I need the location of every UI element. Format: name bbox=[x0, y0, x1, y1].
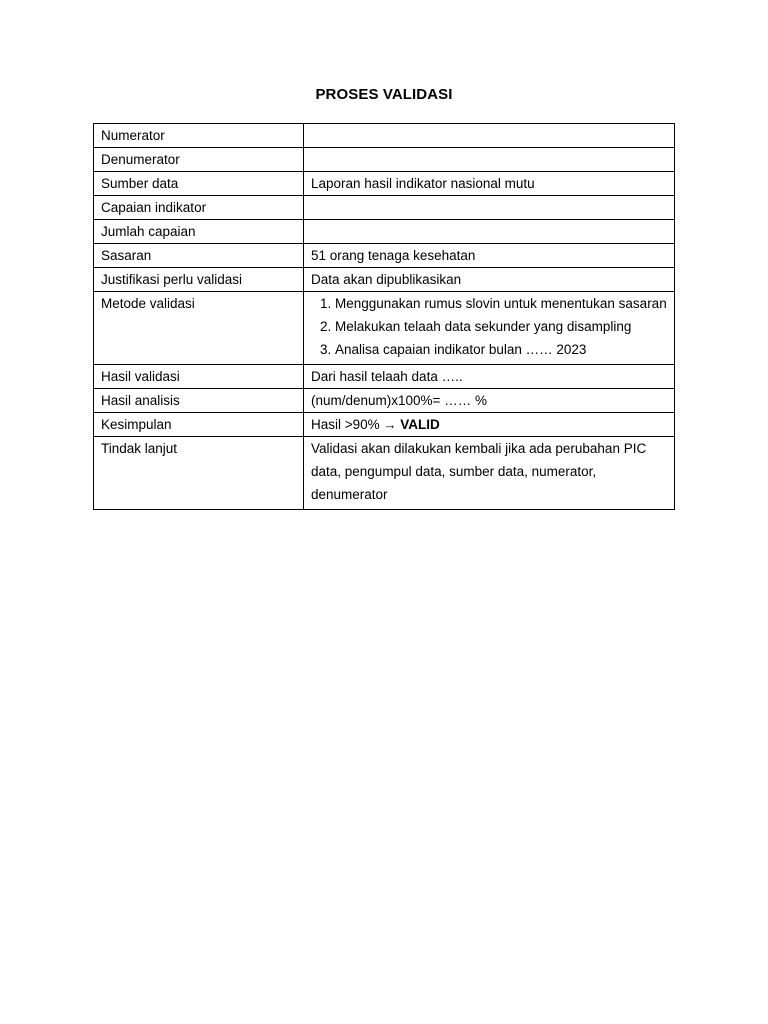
row-label: Hasil validasi bbox=[94, 365, 304, 389]
method-list bbox=[311, 292, 667, 361]
row-label: Denumerator bbox=[94, 148, 304, 172]
row-value: (num/denum)x100%= …… % bbox=[304, 389, 675, 413]
row-value bbox=[304, 292, 675, 365]
list-item: 3. Analisa capaian indikator bulan …… 2023 bbox=[335, 338, 667, 361]
row-value bbox=[304, 220, 675, 244]
row-label: Jumlah capaian bbox=[94, 220, 304, 244]
row-value bbox=[304, 148, 675, 172]
table-row bbox=[94, 148, 675, 172]
page-title: PROSES VALIDASI bbox=[315, 86, 453, 103]
row-value: Validasi akan dilakukan kembali jika ada perubahan PIC data, pengumpul data, sumber data, numerator, denumerator bbox=[304, 437, 675, 510]
table-row bbox=[94, 292, 675, 365]
list-item: 1. Menggunakan rumus slovin untuk menentukan sasaran bbox=[335, 292, 667, 315]
table-row bbox=[94, 389, 675, 413]
row-label: Kesimpulan bbox=[94, 413, 304, 437]
row-label: Metode validasi bbox=[94, 292, 304, 365]
row-label: Sumber data bbox=[94, 172, 304, 196]
table-row bbox=[94, 413, 675, 437]
row-label: Hasil analisis bbox=[94, 389, 304, 413]
row-value: Data akan dipublikasikan bbox=[304, 268, 675, 292]
table-row bbox=[94, 268, 675, 292]
row-value: Dari hasil telaah data ….. bbox=[304, 365, 675, 389]
row-value bbox=[304, 196, 675, 220]
row-label: Sasaran bbox=[94, 244, 304, 268]
row-label: Capaian indikator bbox=[94, 196, 304, 220]
validation-table bbox=[93, 123, 675, 510]
conclusion-result: VALID bbox=[400, 417, 440, 432]
row-value bbox=[304, 413, 675, 437]
table-row bbox=[94, 244, 675, 268]
table-row bbox=[94, 437, 675, 510]
row-value: 51 orang tenaga kesehatan bbox=[304, 244, 675, 268]
table-row bbox=[94, 172, 675, 196]
arrow-right-icon: → bbox=[383, 417, 397, 432]
table-row bbox=[94, 196, 675, 220]
table-row bbox=[94, 124, 675, 148]
table-row bbox=[94, 220, 675, 244]
row-value: Laporan hasil indikator nasional mutu bbox=[304, 172, 675, 196]
row-label: Justifikasi perlu validasi bbox=[94, 268, 304, 292]
row-label: Numerator bbox=[94, 124, 304, 148]
row-value bbox=[304, 124, 675, 148]
list-item: 2. Melakukan telaah data sekunder yang disampling bbox=[335, 315, 667, 338]
table-row bbox=[94, 365, 675, 389]
row-label: Tindak lanjut bbox=[94, 437, 304, 510]
conclusion-prefix: Hasil >90% bbox=[311, 417, 380, 432]
